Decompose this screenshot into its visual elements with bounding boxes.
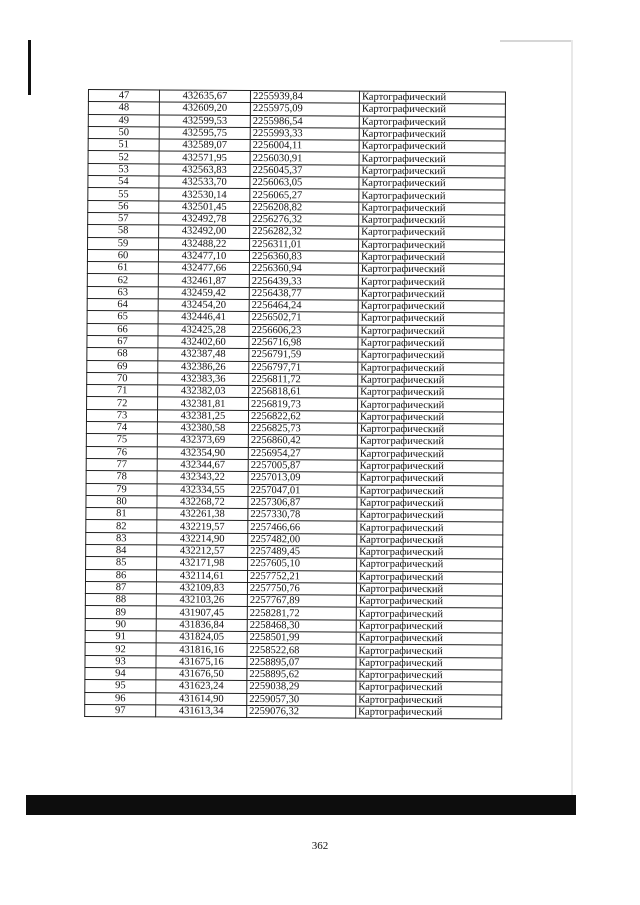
y-coordinate-cell: 2255975,09	[250, 103, 359, 116]
method-cell: Картографический	[358, 276, 504, 289]
x-coordinate-cell: 431675,16	[156, 656, 247, 669]
method-cell: Картографический	[358, 362, 504, 375]
point-number-cell: 68	[87, 348, 158, 361]
y-coordinate-cell: 2257466,66	[248, 521, 357, 534]
x-coordinate-cell: 432402,60	[158, 336, 249, 349]
y-coordinate-cell: 2258522,68	[247, 644, 356, 657]
y-coordinate-cell: 2257752,21	[247, 570, 356, 583]
point-number-cell: 54	[88, 176, 159, 189]
point-number-cell: 92	[85, 643, 156, 656]
method-cell: Картографический	[358, 288, 504, 301]
method-cell: Картографический	[359, 177, 505, 190]
y-coordinate-cell: 2256502,71	[249, 312, 358, 325]
x-coordinate-cell: 431613,34	[156, 705, 247, 718]
y-coordinate-cell: 2257306,87	[248, 496, 357, 509]
method-cell: Картографический	[356, 571, 502, 584]
x-coordinate-cell: 432373,69	[157, 434, 248, 447]
x-coordinate-cell: 432214,90	[157, 533, 248, 546]
method-cell: Картографический	[359, 226, 505, 239]
point-number-cell: 49	[88, 114, 159, 127]
y-coordinate-cell: 2256825,73	[248, 423, 357, 436]
method-cell: Картографический	[357, 411, 503, 424]
y-coordinate-cell: 2258895,07	[247, 656, 356, 669]
x-coordinate-cell: 432386,26	[158, 360, 249, 373]
method-cell: Картографический	[358, 386, 504, 399]
point-number-cell: 75	[86, 434, 157, 447]
x-coordinate-cell: 431836,84	[156, 619, 247, 632]
y-coordinate-cell: 2256360,83	[249, 250, 358, 263]
method-cell: Картографический	[357, 522, 503, 535]
x-coordinate-cell: 432533,70	[159, 176, 250, 189]
scan-margin-mark	[28, 40, 31, 95]
x-coordinate-cell: 432530,14	[159, 188, 250, 201]
x-coordinate-cell: 432459,42	[158, 287, 249, 300]
y-coordinate-cell: 2255939,84	[250, 90, 359, 103]
y-coordinate-cell: 2256716,98	[249, 336, 358, 349]
method-cell: Картографический	[359, 190, 505, 203]
point-number-cell: 83	[86, 532, 157, 545]
coordinates-table-wrapper	[84, 89, 506, 720]
point-number-cell: 56	[88, 200, 159, 213]
x-coordinate-cell: 432635,67	[159, 90, 250, 103]
method-cell: Картографический	[359, 153, 505, 166]
x-coordinate-cell: 432171,98	[157, 557, 248, 570]
x-coordinate-cell: 432343,22	[157, 471, 248, 484]
point-number-cell: 61	[87, 262, 158, 275]
y-coordinate-cell: 2256818,61	[249, 386, 358, 399]
point-number-cell: 74	[86, 422, 157, 435]
x-coordinate-cell: 432380,58	[157, 422, 248, 435]
point-number-cell: 78	[86, 471, 157, 484]
y-coordinate-cell: 2256811,72	[249, 373, 358, 386]
point-number-cell: 47	[88, 90, 159, 103]
method-cell: Картографический	[359, 103, 505, 116]
point-number-cell: 50	[88, 126, 159, 139]
y-coordinate-cell: 2257767,89	[247, 595, 356, 608]
y-coordinate-cell: 2257330,78	[248, 509, 357, 522]
y-coordinate-cell: 2256819,73	[249, 398, 358, 411]
method-cell: Картографический	[357, 460, 503, 473]
y-coordinate-cell: 2257750,76	[247, 582, 356, 595]
x-coordinate-cell: 431676,50	[156, 668, 247, 681]
y-coordinate-cell: 2257605,10	[248, 558, 357, 571]
method-cell: Картографический	[357, 472, 503, 485]
point-number-cell: 64	[87, 299, 158, 312]
x-coordinate-cell: 432334,55	[157, 483, 248, 496]
x-coordinate-cell: 432354,90	[157, 447, 248, 460]
x-coordinate-cell: 432461,87	[158, 274, 249, 287]
point-number-cell: 69	[87, 360, 158, 373]
method-cell: Картографический	[356, 669, 502, 682]
method-cell: Картографический	[356, 620, 502, 633]
point-number-cell: 87	[85, 581, 156, 594]
point-number-cell: 62	[87, 274, 158, 287]
point-number-cell: 95	[85, 680, 156, 693]
method-cell: Картографический	[357, 423, 503, 436]
scan-top-edge	[500, 40, 572, 42]
point-number-cell: 73	[86, 409, 157, 422]
point-number-cell: 80	[86, 495, 157, 508]
point-number-cell: 90	[85, 618, 156, 631]
y-coordinate-cell: 2257013,09	[248, 472, 357, 485]
method-cell: Картографический	[358, 325, 504, 338]
y-coordinate-cell: 2259038,29	[247, 681, 356, 694]
x-coordinate-cell: 432609,20	[159, 102, 250, 115]
method-cell: Картографический	[358, 300, 504, 313]
y-coordinate-cell: 2257489,45	[248, 545, 357, 558]
method-cell: Картографический	[357, 509, 503, 522]
x-coordinate-cell: 432599,53	[159, 115, 250, 128]
page-number: 362	[311, 840, 329, 852]
y-coordinate-cell: 2256208,82	[250, 201, 359, 214]
x-coordinate-cell: 432219,57	[157, 520, 248, 533]
point-number-cell: 79	[86, 483, 157, 496]
method-cell: Картографический	[359, 239, 505, 252]
y-coordinate-cell: 2259057,30	[247, 693, 356, 706]
y-coordinate-cell: 2256860,42	[248, 435, 357, 448]
x-coordinate-cell: 432261,38	[157, 508, 248, 521]
method-cell: Картографический	[359, 91, 505, 104]
scan-bottom-band	[26, 795, 576, 815]
point-number-cell: 97	[85, 704, 156, 717]
point-number-cell: 89	[85, 606, 156, 619]
method-cell: Картографический	[356, 657, 502, 670]
y-coordinate-cell: 2256065,27	[250, 189, 359, 202]
x-coordinate-cell: 432103,26	[156, 594, 247, 607]
method-cell: Картографический	[357, 485, 503, 498]
x-coordinate-cell: 432383,36	[158, 373, 249, 386]
x-coordinate-cell: 432212,57	[157, 545, 248, 558]
method-cell: Картографический	[359, 165, 505, 178]
point-number-cell: 85	[86, 557, 157, 570]
x-coordinate-cell: 432381,81	[158, 397, 249, 410]
point-number-cell: 93	[85, 655, 156, 668]
method-cell: Картографический	[359, 128, 505, 141]
y-coordinate-cell: 2256311,01	[250, 238, 359, 251]
point-number-cell: 48	[88, 102, 159, 115]
method-cell: Картографический	[356, 694, 502, 707]
point-number-cell: 91	[85, 631, 156, 644]
coordinates-table-body	[85, 90, 506, 720]
y-coordinate-cell: 2256791,59	[249, 349, 358, 362]
y-coordinate-cell: 2257482,00	[248, 533, 357, 546]
method-cell: Картографический	[356, 681, 502, 694]
point-number-cell: 84	[86, 544, 157, 557]
y-coordinate-cell: 2256439,33	[249, 275, 358, 288]
y-coordinate-cell: 2256276,32	[250, 213, 359, 226]
point-number-cell: 86	[85, 569, 156, 582]
point-number-cell: 59	[88, 237, 159, 250]
x-coordinate-cell: 432425,28	[158, 324, 249, 337]
method-cell: Картографический	[358, 251, 504, 264]
point-number-cell: 94	[85, 667, 156, 680]
x-coordinate-cell: 432387,48	[158, 348, 249, 361]
x-coordinate-cell: 432501,45	[159, 201, 250, 214]
y-coordinate-cell: 2256954,27	[248, 447, 357, 460]
y-coordinate-cell: 2256606,23	[249, 324, 358, 337]
y-coordinate-cell: 2256063,05	[250, 177, 359, 190]
x-coordinate-cell: 432477,66	[158, 262, 249, 275]
point-number-cell: 81	[86, 508, 157, 521]
y-coordinate-cell: 2257005,87	[248, 459, 357, 472]
point-number-cell: 88	[85, 594, 156, 607]
y-coordinate-cell: 2259076,32	[247, 705, 356, 718]
method-cell: Картографический	[356, 608, 502, 621]
y-coordinate-cell: 2255986,54	[250, 115, 359, 128]
y-coordinate-cell: 2256464,24	[249, 300, 358, 313]
method-cell: Картографический	[356, 595, 502, 608]
point-number-cell: 77	[86, 458, 157, 471]
y-coordinate-cell: 2255993,33	[250, 127, 359, 140]
x-coordinate-cell: 432446,41	[158, 311, 249, 324]
point-number-cell: 63	[87, 286, 158, 299]
x-coordinate-cell: 431824,05	[156, 631, 247, 644]
x-coordinate-cell: 432595,75	[159, 127, 250, 140]
method-cell: Картографический	[356, 706, 502, 719]
y-coordinate-cell: 2258895,62	[247, 668, 356, 681]
point-number-cell: 60	[87, 249, 158, 262]
point-number-cell: 52	[88, 151, 159, 164]
y-coordinate-cell: 2258281,72	[247, 607, 356, 620]
x-coordinate-cell: 431816,16	[156, 643, 247, 656]
point-number-cell: 82	[86, 520, 157, 533]
x-coordinate-cell: 432571,95	[159, 151, 250, 164]
scan-right-edge	[571, 40, 573, 795]
table-row	[85, 704, 502, 719]
method-cell: Картографический	[358, 374, 504, 387]
x-coordinate-cell: 432589,07	[159, 139, 250, 152]
x-coordinate-cell: 432344,67	[157, 459, 248, 472]
point-number-cell: 76	[86, 446, 157, 459]
x-coordinate-cell: 432114,61	[156, 570, 247, 583]
x-coordinate-cell: 432477,10	[158, 250, 249, 263]
x-coordinate-cell: 432381,25	[157, 410, 248, 423]
point-number-cell: 96	[85, 692, 156, 705]
method-cell: Картографический	[356, 645, 502, 658]
y-coordinate-cell: 2256004,11	[250, 140, 359, 153]
method-cell: Картографический	[356, 632, 502, 645]
y-coordinate-cell: 2258468,30	[247, 619, 356, 632]
x-coordinate-cell: 431623,24	[156, 680, 247, 693]
method-cell: Картографический	[358, 349, 504, 362]
x-coordinate-cell: 432563,83	[159, 164, 250, 177]
point-number-cell: 70	[87, 372, 158, 385]
y-coordinate-cell: 2257047,01	[248, 484, 357, 497]
coordinates-table	[84, 89, 506, 720]
point-number-cell: 65	[87, 311, 158, 324]
x-coordinate-cell: 432488,22	[159, 237, 250, 250]
x-coordinate-cell: 431907,45	[156, 606, 247, 619]
y-coordinate-cell: 2256360,94	[249, 263, 358, 276]
x-coordinate-cell: 432492,00	[159, 225, 250, 238]
method-cell: Картографический	[358, 337, 504, 350]
point-number-cell: 67	[87, 335, 158, 348]
method-cell: Картографический	[359, 140, 505, 153]
method-cell: Картографический	[356, 583, 502, 596]
x-coordinate-cell: 431614,90	[156, 692, 247, 705]
y-coordinate-cell: 2256797,71	[249, 361, 358, 374]
point-number-cell: 71	[87, 385, 158, 398]
x-coordinate-cell: 432492,78	[159, 213, 250, 226]
y-coordinate-cell: 2256822,62	[248, 410, 357, 423]
y-coordinate-cell: 2256030,91	[250, 152, 359, 165]
x-coordinate-cell: 432454,20	[158, 299, 249, 312]
point-number-cell: 58	[88, 225, 159, 238]
method-cell: Картографический	[357, 497, 503, 510]
y-coordinate-cell: 2256438,77	[249, 287, 358, 300]
method-cell: Картографический	[357, 448, 503, 461]
method-cell: Картографический	[357, 435, 503, 448]
x-coordinate-cell: 432382,03	[158, 385, 249, 398]
y-coordinate-cell: 2256045,37	[250, 164, 359, 177]
method-cell: Картографический	[359, 214, 505, 227]
point-number-cell: 66	[87, 323, 158, 336]
method-cell: Картографический	[359, 202, 505, 215]
point-number-cell: 53	[88, 163, 159, 176]
method-cell: Картографический	[357, 534, 503, 547]
point-number-cell: 55	[88, 188, 159, 201]
point-number-cell: 72	[87, 397, 158, 410]
method-cell: Картографический	[358, 399, 504, 412]
method-cell: Картографический	[359, 116, 505, 129]
x-coordinate-cell: 432109,83	[156, 582, 247, 595]
method-cell: Картографический	[358, 312, 504, 325]
x-coordinate-cell: 432268,72	[157, 496, 248, 509]
method-cell: Картографический	[357, 546, 503, 559]
point-number-cell: 51	[88, 139, 159, 152]
y-coordinate-cell: 2258501,99	[247, 632, 356, 645]
y-coordinate-cell: 2256282,32	[250, 226, 359, 239]
method-cell: Картографический	[358, 263, 504, 276]
point-number-cell: 57	[88, 212, 159, 225]
method-cell: Картографический	[357, 558, 503, 571]
